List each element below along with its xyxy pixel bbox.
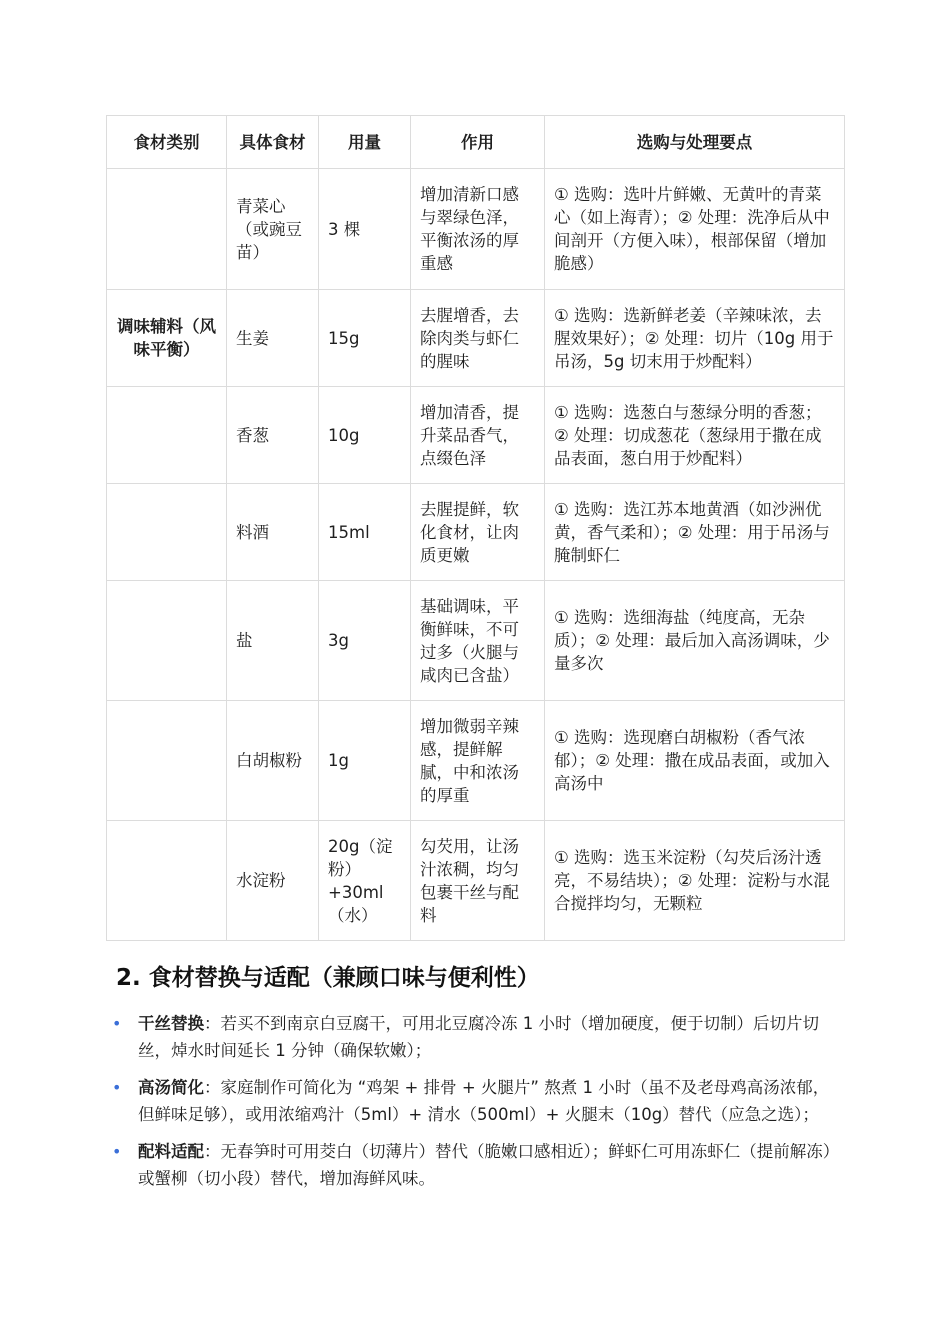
table-row: [107, 290, 845, 387]
table-row: [107, 821, 845, 941]
cell-role: 去腥增香，去除肉类与虾仁的腥味: [411, 290, 545, 387]
cell-amount: 3g: [319, 581, 411, 701]
cell-item: 青菜心（或豌豆苗）: [227, 169, 319, 290]
cell-tips: ① 选购：选现磨白胡椒粉（香气浓郁）；② 处理：撒在成品表面，或加入高汤中: [545, 701, 845, 821]
cell-item: 白胡椒粉: [227, 701, 319, 821]
header-role: 作用: [411, 116, 545, 169]
bullet-icon: •: [112, 1078, 122, 1097]
cell-amount: 1g: [319, 701, 411, 821]
header-amount: 用量: [319, 116, 411, 169]
header-tips: 选购与处理要点: [545, 116, 845, 169]
cell-role: 基础调味，平衡鲜味，不可过多（火腿与咸肉已含盐）: [411, 581, 545, 701]
list-item: [112, 1138, 832, 1192]
cell-category: [107, 821, 227, 941]
cell-tips: ① 选购：选叶片鲜嫩、无黄叶的青菜心（如上海青）；② 处理：洗净后从中间剖开（方便入味），根部保留（增加脆感）: [545, 169, 845, 290]
list-item-text: ：家庭制作可简化为 “鸡架 + 排骨 + 火腿片” 熬煮 1 小时（虽不及老母鸡高汤浓郁，但鲜味足够），或用浓缩鸡汁（5ml）+ 清水（500ml）+ 火腿末（10g）替代（应急之选）；: [138, 1078, 830, 1124]
cell-tips: ① 选购：选玉米淀粉（勾芡后汤汁透亮，不易结块）；② 处理：淀粉与水混合搅拌均匀，无颗粒: [545, 821, 845, 941]
cell-item: 料酒: [227, 484, 319, 581]
cell-tips: ① 选购：选江苏本地黄酒（如沙洲优黄，香气柔和）；② 处理：用于吊汤与腌制虾仁: [545, 484, 845, 581]
header-category: 食材类别: [107, 116, 227, 169]
cell-category: [107, 581, 227, 701]
list-item-text: ：若买不到南京白豆腐干，可用北豆腐冷冻 1 小时（增加硬度，便于切制）后切片切丝，焯水时间延长 1 分钟（确保软嫩）；: [138, 1014, 819, 1060]
cell-tips: ① 选购：选葱白与葱绿分明的香葱；② 处理：切成葱花（葱绿用于撒在成品表面，葱白用于炒配料）: [545, 387, 845, 484]
bullet-icon: •: [112, 1142, 122, 1161]
cell-item: 盐: [227, 581, 319, 701]
cell-item: 水淀粉: [227, 821, 319, 941]
bullet-icon: •: [112, 1014, 122, 1033]
table-row: [107, 387, 845, 484]
cell-role: 增加微弱辛辣感，提鲜解腻，中和浓汤的厚重: [411, 701, 545, 821]
table-header-row: [107, 116, 845, 169]
list-item-lead: 配料适配: [138, 1142, 204, 1161]
cell-category: [107, 484, 227, 581]
cell-role: 勾芡用，让汤汁浓稠，均匀包裹干丝与配料: [411, 821, 545, 941]
cell-tips: ① 选购：选细海盐（纯度高，无杂质）；② 处理：最后加入高汤调味，少量多次: [545, 581, 845, 701]
cell-category: [107, 701, 227, 821]
table-row: [107, 484, 845, 581]
cell-role: 增加清香，提升菜品香气，点缀色泽: [411, 387, 545, 484]
table-row: [107, 701, 845, 821]
list-item-lead: 高汤简化: [138, 1078, 204, 1097]
cell-role: 增加清新口感与翠绿色泽，平衡浓汤的厚重感: [411, 169, 545, 290]
ingredients-table: [106, 115, 845, 941]
list-item: [112, 1074, 832, 1128]
substitution-list: [112, 1010, 832, 1202]
list-item-text: ：无春笋时可用茭白（切薄片）替代（脆嫩口感相近）；鲜虾仁可用冻虾仁（提前解冻）或蟹柳（切小段）替代，增加海鲜风味。: [138, 1142, 831, 1188]
cell-category: 调味辅料（风味平衡）: [107, 290, 227, 387]
list-item: [112, 1010, 832, 1064]
cell-tips: ① 选购：选新鲜老姜（辛辣味浓，去腥效果好）；② 处理：切片（10g 用于吊汤，5g 切末用于炒配料）: [545, 290, 845, 387]
list-item-lead: 干丝替换: [138, 1014, 204, 1033]
cell-category: [107, 387, 227, 484]
cell-amount: 15ml: [319, 484, 411, 581]
cell-amount: 20g（淀粉）+30ml（水）: [319, 821, 411, 941]
header-item: 具体食材: [227, 116, 319, 169]
cell-item: 生姜: [227, 290, 319, 387]
cell-amount: 3 棵: [319, 169, 411, 290]
cell-amount: 10g: [319, 387, 411, 484]
section-heading: 2. 食材替换与适配（兼顾口味与便利性）: [116, 965, 540, 991]
cell-category: [107, 169, 227, 290]
cell-item: 香葱: [227, 387, 319, 484]
cell-amount: 15g: [319, 290, 411, 387]
cell-role: 去腥提鲜，软化食材，让肉质更嫩: [411, 484, 545, 581]
table-row: [107, 169, 845, 290]
table-row: [107, 581, 845, 701]
